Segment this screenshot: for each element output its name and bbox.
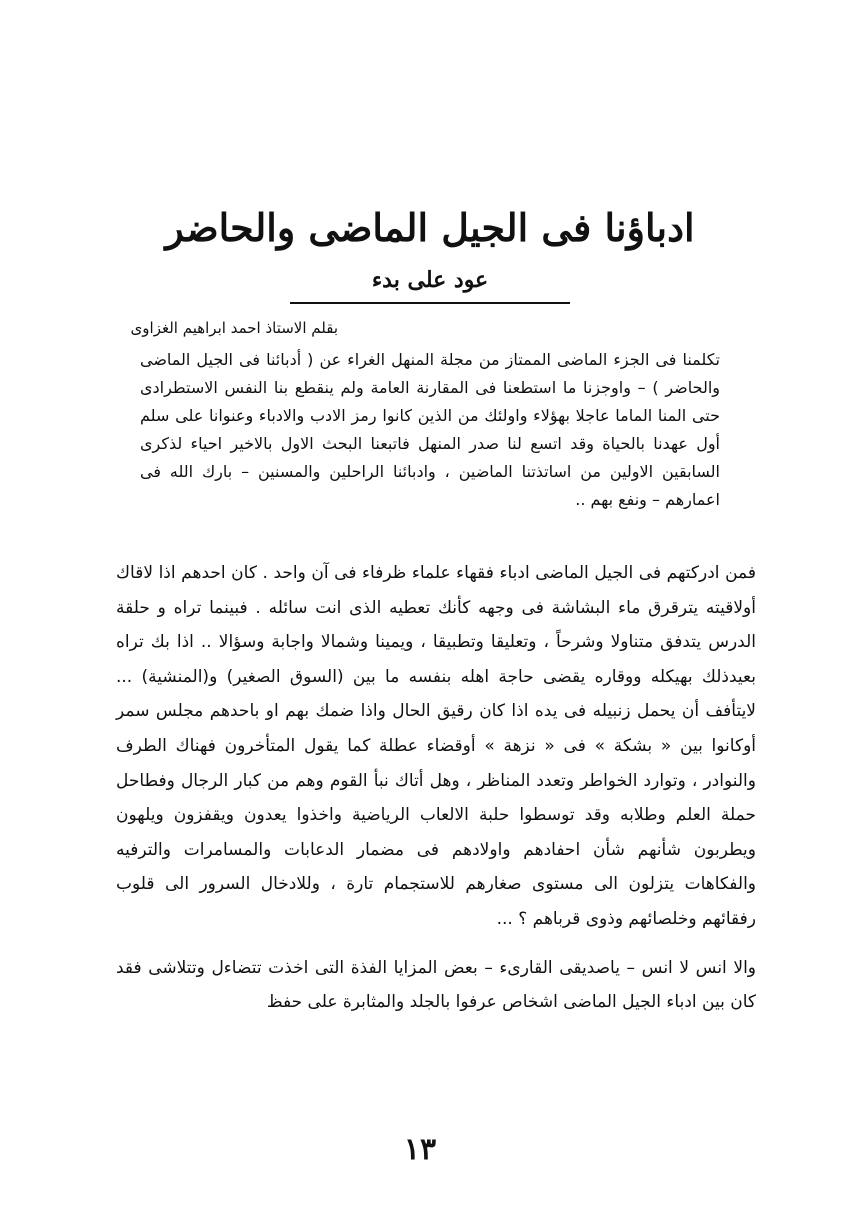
intro-block: [140, 346, 720, 514]
body-paragraph: والا انس لا انس – ياصديقى القارىء – بعض المزايا الفذة التى اخذت تتضاءل وتتلاشى فقد كان بين ادباء الجيل الماضى اشخاص عرفوا بالجلد والمثابرة على حفظ: [116, 957, 756, 1013]
article-title: ادباؤنا فى الجيل الماضى والحاضر: [165, 205, 695, 250]
article-subtitle: عود على بدء: [371, 267, 489, 293]
page-number: ١٣: [403, 1132, 437, 1167]
intro-paragraph: تكلمنا فى الجزء الماضى الممتاز من مجلة المنهل الغراء عن ( أدبائنا فى الجيل الماضى والحاضر ) – واوجزنا ما استطعنا فى المقارنة العامة ولم ينقطع بنا النفس الاستطرادى حتى المنا الماما عاجلا بهؤلاء واولئك من الذين كانوا رمز الادب والادباء وعنوانا على سلم أول عهدنا بالحياة وقد اتسع لنا صدر المنهل فاتبعنا البحث الاول بالاخير احياء لذكرى السابقين الاولين من اساتذتنا الماضين ، وادبائنا الراحلين والمسنين – بارك الله فى اعمارهم – ونفع بهم ..: [140, 350, 720, 509]
article-body: [116, 556, 756, 1020]
title-divider: [290, 302, 570, 304]
body-paragraph: فمن ادركتهم فى الجيل الماضى ادباء فقهاء علماء ظرفاء فى آن واحد . كان احدهم اذا لاقاك أولاقيته يترقرق ماء البشاشة فى وجهه كأنك تعطيه الذى انت سائله . فبينما تراه و حلقة الدرس يتدفق متناولا وشرحاً ، وتعليقا وتطبيقا ، ويمينا وشمالا واجابة وسؤالا .. اذا بك تراه بعيدذلك بهيكله ووقاره يقضى حاجة اهله بنفسه ما بين (السوق الصغير) و(المنشية) ... لايتأفف أن يحمل زنبيله فى يده اذا كان رقيق الحال واذا ضمك بهم او باحدهم مجلس سمر أوكانوا بين « بشكة » فى « نزهة » أوقضاء عطلة كما يقول المتأخرون فهناك الطرف والنوادر ، وتوارد الخواطر وتعدد المناظر ، وهل أتاك نبأ القوم وهم من كبار الرجال وفطاحل حملة العلم وطلابه وقد توسطوا حلبة الالعاب الرياضية واخذوا يعدون ويقفزون ويلهون ويطربون شأنهم شأن احفادهم واولادهم فى مضمار الدعابات والمسامرات والترفيه والفكاهات يتزلون الى مستوى صغارهم للاستجمام تارة ، وللادخال السرور الى قلوب رفقائهم وخلصائهم وذوى قرباهم ؟ ...: [116, 563, 756, 929]
author-byline: بقلم الاستاذ احمد ابراهيم الغزاوى: [130, 319, 338, 337]
